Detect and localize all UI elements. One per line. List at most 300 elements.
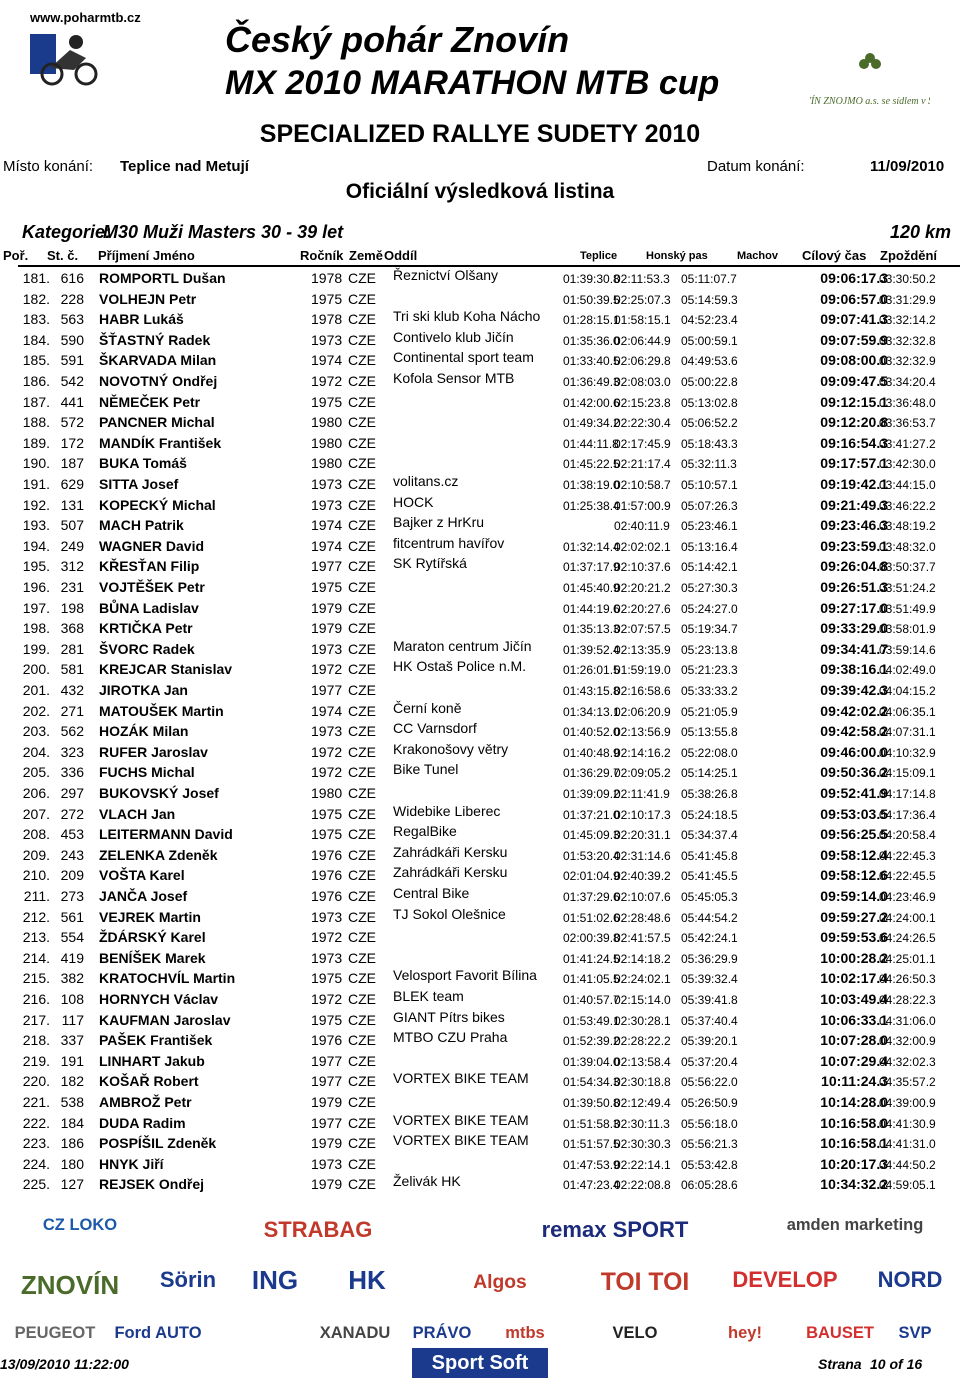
row-club: Zahrádkáři Kersku <box>393 843 508 860</box>
row-split-teplice: 01:54:34.3 <box>563 1075 620 1090</box>
row-finish-time: 09:58:12.4 <box>820 846 888 863</box>
row-country: CZE <box>348 723 376 740</box>
row-split-machov: 05:21:05.9 <box>681 704 738 719</box>
row-name: KRTIČKA Petr <box>99 620 193 637</box>
row-gap: 03:58:01.9 <box>879 622 936 637</box>
row-split-honsky-pas: 02:30:18.8 <box>614 1075 671 1090</box>
row-club: VORTEX BIKE TEAM <box>393 1132 529 1149</box>
row-finish-time: 09:59:27.2 <box>820 908 888 925</box>
table-row <box>0 370 960 394</box>
row-birth-year: 1974 <box>311 702 343 719</box>
row-position: 181. <box>22 270 50 286</box>
table-row <box>0 658 960 682</box>
row-start-number: 542 <box>60 373 84 389</box>
row-gap: 04:04:15.2 <box>879 684 936 698</box>
row-split-machov: 05:32:11.3 <box>681 457 737 472</box>
sponsor-logo: CZ LOKO <box>42 1216 118 1234</box>
row-birth-year: 1980 <box>311 414 343 431</box>
row-split-machov: 05:18:43.3 <box>681 436 738 451</box>
sponsor-logo: ZNOVÍN <box>20 1270 120 1300</box>
row-name: LINHART Jakub <box>99 1052 205 1069</box>
row-country: CZE <box>348 331 376 348</box>
row-split-machov: 05:14:59.3 <box>681 292 738 307</box>
row-finish-time: 09:07:59.9 <box>820 331 888 348</box>
row-birth-year: 1976 <box>311 1032 343 1049</box>
row-finish-time: 10:03:49.4 <box>820 991 888 1007</box>
row-country: CZE <box>348 496 376 513</box>
row-split-honsky-pas: 02:14:16.2 <box>614 745 671 760</box>
row-gap: 03:51:24.2 <box>879 581 936 595</box>
row-birth-year: 1972 <box>311 991 343 1007</box>
row-position: 209. <box>22 846 50 863</box>
row-gap: 03:59:14.6 <box>879 642 936 657</box>
row-club: Tri ski klub Koha Nácho <box>393 308 541 325</box>
row-split-honsky-pas: 02:30:30.3 <box>614 1137 671 1152</box>
row-gap: 04:59:05.1 <box>879 1178 936 1193</box>
row-name: ŠKARVADA Milan <box>99 352 217 369</box>
row-club: TJ Sokol Olešnice <box>393 905 506 922</box>
row-birth-year: 1979 <box>311 1135 343 1152</box>
row-name: DUDA Radim <box>99 1114 186 1131</box>
row-country: CZE <box>348 908 376 925</box>
row-split-honsky-pas: 02:20:21.2 <box>614 581 671 595</box>
col-header-gap: Zpoždění <box>880 248 938 263</box>
row-birth-year: 1974 <box>311 517 343 534</box>
row-split-honsky-pas: 02:40:39.2 <box>614 869 671 884</box>
venue-label: Místo konání: <box>3 158 94 175</box>
row-name: ŠVORC Radek <box>99 640 195 657</box>
row-name: BUKA Tomáš <box>99 455 187 472</box>
row-name: KAUFMAN Jaroslav <box>99 1011 231 1028</box>
sponsor-logo: hey! <box>728 1324 762 1342</box>
row-position: 195. <box>22 558 50 575</box>
row-start-number: 554 <box>60 929 84 946</box>
row-club: Widebike Liberec <box>393 802 501 819</box>
row-split-machov: 05:39:32.4 <box>681 972 738 987</box>
row-name: JANČA Josef <box>99 888 188 904</box>
row-split-teplice: 02:01:04.9 <box>563 869 620 884</box>
row-club: Želivák HK <box>393 1173 461 1190</box>
row-gap: 03:50:37.7 <box>879 560 936 575</box>
row-birth-year: 1975 <box>311 393 343 410</box>
row-split-teplice: 01:35:13.3 <box>563 622 620 637</box>
znovin-text: ÍN ZNOJMO a.s. se sídlem v <box>810 96 926 107</box>
row-split-machov: 05:38:26.8 <box>681 787 738 801</box>
row-start-number: 629 <box>60 476 84 492</box>
row-split-teplice: 01:50:39.5 <box>563 292 620 307</box>
row-finish-time: 09:59:14.0 <box>820 888 888 904</box>
row-split-machov: 05:14:42.1 <box>681 560 738 575</box>
row-name: LEITERMANN David <box>99 826 233 843</box>
row-country: CZE <box>348 682 376 698</box>
row-split-honsky-pas: 02:22:30.4 <box>614 416 671 431</box>
row-name: KREJCAR Stanislav <box>99 661 233 678</box>
sponsor-logo: NORD <box>877 1267 943 1292</box>
row-split-honsky-pas: 01:59:19.0 <box>614 663 671 678</box>
row-position: 194. <box>22 537 50 554</box>
row-gap: 04:07:31.1 <box>879 725 936 740</box>
row-birth-year: 1976 <box>311 867 343 884</box>
row-birth-year: 1973 <box>311 908 343 925</box>
table-row <box>0 1156 960 1177</box>
sponsor-logo: Sörin <box>159 1267 217 1292</box>
row-finish-time: 09:26:51.3 <box>820 579 888 595</box>
row-club: HOCK <box>393 493 434 510</box>
row-finish-time: 09:12:15.1 <box>820 393 888 410</box>
table-row <box>0 929 960 950</box>
row-position: 197. <box>22 599 50 616</box>
sportsoft-logo: Sport Soft <box>412 1348 548 1378</box>
row-birth-year: 1975 <box>311 290 343 307</box>
col-header-country: Země <box>349 248 383 263</box>
row-split-teplice: 01:37:21.0 <box>563 807 620 822</box>
row-country: CZE <box>348 1052 376 1069</box>
row-position: 189. <box>22 434 50 451</box>
row-gap: 04:41:30.9 <box>879 1116 936 1131</box>
page-number: 10 of 16 <box>870 1356 923 1372</box>
row-country: CZE <box>348 991 376 1007</box>
sponsor-logo: Algos <box>473 1272 527 1293</box>
row-split-honsky-pas: 02:13:56.9 <box>614 725 671 740</box>
row-start-number: 562 <box>60 723 84 740</box>
row-split-teplice: 01:36:29.7 <box>563 766 620 781</box>
row-finish-time: 09:46:00.0 <box>820 743 888 760</box>
row-finish-time: 10:16:58.1 <box>820 1135 888 1152</box>
row-split-honsky-pas: 02:40:11.9 <box>614 519 670 534</box>
row-split-teplice: 01:45:40.9 <box>563 581 620 595</box>
row-split-machov: 05:21:23.3 <box>681 663 738 678</box>
row-split-honsky-pas: 02:21:17.4 <box>614 457 671 472</box>
row-country: CZE <box>348 867 376 884</box>
table-row <box>0 534 960 559</box>
row-birth-year: 1977 <box>311 1114 343 1131</box>
row-split-machov: 05:13:55.8 <box>681 725 738 740</box>
row-finish-time: 10:14:28.0 <box>820 1094 888 1110</box>
row-start-number: 561 <box>60 908 84 925</box>
row-split-machov: 05:56:21.3 <box>681 1137 738 1152</box>
sponsor-logo: DEVELOP <box>732 1267 838 1292</box>
row-name: HABR Lukáš <box>99 311 184 328</box>
row-country: CZE <box>348 1073 376 1090</box>
row-split-machov: 05:24:18.5 <box>681 807 738 822</box>
row-country: CZE <box>348 290 376 307</box>
row-finish-time: 09:26:04.8 <box>820 558 888 575</box>
row-club: fitcentrum havířov <box>393 534 505 551</box>
sponsor-logo: VELO <box>612 1324 658 1342</box>
row-birth-year: 1974 <box>311 537 343 554</box>
row-birth-year: 1975 <box>311 579 343 595</box>
row-start-number: 419 <box>60 949 84 966</box>
cup-banner <box>220 16 740 102</box>
row-start-number: 432 <box>60 682 84 698</box>
row-split-machov: 05:13:16.4 <box>681 539 738 554</box>
banner-title-line2: MX 2010 MARATHON MTB cup <box>225 64 720 102</box>
row-start-number: 337 <box>60 1032 84 1049</box>
row-split-machov: 04:52:23.4 <box>681 313 738 328</box>
row-start-number: 172 <box>60 434 84 451</box>
site-url[interactable]: www.poharmtb.cz <box>30 10 141 25</box>
row-name: KRATOCHVÍL Martin <box>99 970 236 987</box>
row-gap: 04:02:49.0 <box>879 663 936 678</box>
row-name: MATOUŠEK Martin <box>99 702 224 719</box>
row-gap: 03:30:50.2 <box>879 272 936 286</box>
row-finish-time: 09:53:03.5 <box>820 805 888 822</box>
row-country: CZE <box>348 702 376 719</box>
sponsor-logo: BAUSET <box>806 1324 874 1342</box>
row-split-teplice: 01:45:09.3 <box>563 828 620 843</box>
row-split-honsky-pas: 02:15:23.8 <box>614 395 671 410</box>
row-split-machov: 05:37:20.4 <box>681 1054 738 1069</box>
row-gap: 04:44:50.2 <box>879 1157 936 1172</box>
row-birth-year: 1973 <box>311 476 343 492</box>
row-split-machov: 05:22:08.0 <box>681 745 738 760</box>
row-name: KŘESŤAN Filip <box>99 558 200 575</box>
row-split-machov: 05:23:13.8 <box>681 642 738 657</box>
row-split-machov: 05:37:40.4 <box>681 1013 738 1028</box>
row-start-number: 273 <box>60 888 84 904</box>
row-split-honsky-pas: 02:10:58.7 <box>614 478 671 492</box>
row-position: 219. <box>22 1052 50 1069</box>
row-gap: 04:24:00.1 <box>879 910 936 925</box>
row-split-machov: 05:44:54.2 <box>681 910 738 925</box>
row-split-teplice: 01:47:53.9 <box>563 1157 620 1172</box>
row-gap: 04:17:14.8 <box>879 787 936 801</box>
row-club: Continental sport team <box>393 349 534 366</box>
table-row <box>0 682 960 703</box>
row-split-honsky-pas: 02:22:14.1 <box>614 1157 671 1172</box>
row-birth-year: 1979 <box>311 620 343 637</box>
row-split-machov: 05:45:05.3 <box>681 890 738 904</box>
row-country: CZE <box>348 846 376 863</box>
row-club: Bike Tunel <box>393 761 459 778</box>
row-gap: 04:17:36.4 <box>879 807 936 822</box>
row-split-teplice: 01:40:52.0 <box>563 725 620 740</box>
row-finish-time: 10:02:17.4 <box>820 970 888 987</box>
row-position: 222. <box>22 1114 50 1131</box>
row-split-teplice: 01:41:24.5 <box>563 951 620 966</box>
row-club: volitans.cz <box>393 473 459 489</box>
row-position: 212. <box>22 908 50 925</box>
row-name: HNYK Jiří <box>99 1155 164 1172</box>
row-name: POSPÍŠIL Zdeněk <box>99 1135 217 1152</box>
row-position: 183. <box>22 311 50 328</box>
row-split-teplice: 01:25:38.4 <box>563 498 620 513</box>
table-row <box>0 435 960 456</box>
row-country: CZE <box>348 579 376 595</box>
row-birth-year: 1980 <box>311 785 343 801</box>
row-club: Kofola Sensor MTB <box>393 370 515 386</box>
sponsor-logo: PRÁVO <box>412 1324 472 1342</box>
row-country: CZE <box>348 1032 376 1049</box>
row-birth-year: 1975 <box>311 805 343 822</box>
row-start-number: 581 <box>60 661 84 678</box>
row-split-teplice: 01:49:34.2 <box>563 416 620 431</box>
row-finish-time: 09:07:41.3 <box>820 311 888 328</box>
row-position: 186. <box>22 373 50 389</box>
row-gap: 04:31:06.0 <box>879 1013 936 1028</box>
row-name: VOŠTA Karel <box>99 867 185 884</box>
table-row <box>0 1070 960 1094</box>
row-birth-year: 1973 <box>311 331 343 348</box>
row-country: CZE <box>348 311 376 328</box>
row-start-number: 198 <box>60 599 84 616</box>
row-position: 205. <box>22 764 50 781</box>
znovin-logo <box>810 46 930 116</box>
row-position: 217. <box>22 1011 50 1028</box>
row-start-number: 453 <box>60 826 84 843</box>
sponsor-logo: mtbs <box>505 1324 545 1342</box>
row-start-number: 131 <box>60 496 84 513</box>
row-split-honsky-pas: 02:28:22.2 <box>614 1034 671 1049</box>
row-split-teplice: 01:37:29.6 <box>563 890 620 904</box>
row-split-teplice: 01:39:04.0 <box>563 1054 620 1069</box>
row-country: CZE <box>348 826 376 843</box>
table-row <box>0 699 960 724</box>
printed-timestamp: 13/09/2010 11:22:00 <box>0 1356 129 1372</box>
row-position: 208. <box>22 826 50 843</box>
row-finish-time: 10:00:28.2 <box>820 949 888 966</box>
row-birth-year: 1979 <box>311 599 343 616</box>
row-start-number: 281 <box>60 640 84 657</box>
row-split-machov: 05:27:30.3 <box>681 581 738 595</box>
row-split-honsky-pas: 02:06:29.8 <box>614 354 671 369</box>
row-split-machov: 05:13:02.8 <box>681 395 738 410</box>
row-country: CZE <box>348 1011 376 1028</box>
row-position: 206. <box>22 785 50 801</box>
venue-value: Teplice nad Metují <box>120 158 249 175</box>
row-position: 225. <box>22 1176 50 1193</box>
row-split-honsky-pas: 02:30:11.3 <box>614 1116 670 1131</box>
row-gap: 03:36:53.7 <box>879 416 936 431</box>
row-club: VORTEX BIKE TEAM <box>393 1111 529 1128</box>
row-club: Velosport Favorit Bílina <box>393 967 537 984</box>
row-name: NĚMEČEK Petr <box>99 393 201 410</box>
row-finish-time: 09:52:41.9 <box>820 785 888 801</box>
row-position: 201. <box>22 682 50 698</box>
row-birth-year: 1976 <box>311 888 343 904</box>
row-birth-year: 1977 <box>311 558 343 575</box>
row-split-machov: 05:41:45.5 <box>681 869 738 884</box>
row-gap: 04:39:00.9 <box>879 1096 936 1110</box>
row-gap: 04:15:09.1 <box>879 766 936 781</box>
row-finish-time: 09:58:12.6 <box>820 867 888 884</box>
row-position: 199. <box>22 640 50 657</box>
row-split-machov: 05:36:29.9 <box>681 951 738 966</box>
row-split-honsky-pas: 02:10:37.6 <box>614 560 671 575</box>
row-finish-time: 09:21:49.3 <box>820 496 888 513</box>
event-title: SPECIALIZED RALLYE SUDETY 2010 <box>259 120 701 148</box>
row-name: ŠŤASTNÝ Radek <box>99 331 211 348</box>
row-split-teplice: 01:38:19.0 <box>563 478 620 492</box>
row-birth-year: 1975 <box>311 970 343 987</box>
row-finish-time: 09:42:58.2 <box>820 723 888 740</box>
row-position: 185. <box>22 352 50 369</box>
row-club: Bajker z HrKru <box>393 514 485 531</box>
row-gap: 04:20:58.4 <box>879 828 936 843</box>
row-split-honsky-pas: 02:06:20.9 <box>614 704 671 719</box>
row-split-machov: 05:10:57.1 <box>681 478 738 492</box>
row-split-machov: 05:11:07.7 <box>681 272 737 286</box>
row-name: JIROTKA Jan <box>99 682 188 698</box>
col-header-finish: Cílový čas <box>802 248 867 263</box>
col-header-year: Ročník <box>300 248 344 263</box>
row-position: 210. <box>22 867 50 884</box>
row-finish-time: 10:16:58.0 <box>820 1114 888 1131</box>
row-finish-time: 10:11:24.3 <box>821 1073 888 1090</box>
row-finish-time: 09:06:17.3 <box>820 270 888 286</box>
row-country: CZE <box>348 414 376 431</box>
row-gap: 04:06:35.1 <box>879 704 936 719</box>
row-split-machov: 05:24:27.0 <box>681 601 738 616</box>
row-split-machov: 04:49:53.6 <box>681 354 738 369</box>
row-name: ROMPORTL Dušan <box>99 270 226 286</box>
table-row <box>0 579 960 600</box>
row-country: CZE <box>348 764 376 781</box>
row-split-honsky-pas: 02:20:27.6 <box>614 601 671 616</box>
row-start-number: 563 <box>60 311 84 328</box>
row-name: RUFER Jaroslav <box>99 743 208 760</box>
row-split-honsky-pas: 02:16:58.6 <box>614 684 671 698</box>
row-name: MACH Patrik <box>99 517 184 534</box>
row-split-honsky-pas: 02:25:07.3 <box>614 292 671 307</box>
row-split-teplice: 01:40:48.9 <box>563 745 620 760</box>
row-club: GIANT Pítrs bikes <box>393 1008 505 1025</box>
row-split-honsky-pas: 02:11:53.3 <box>614 272 670 286</box>
row-country: CZE <box>348 517 376 534</box>
row-club: Contivelo klub Jičín <box>393 328 514 345</box>
row-position: 211. <box>23 888 50 904</box>
banner-title-line1: Český pohár Znovín <box>225 19 570 60</box>
row-split-teplice: 01:39:09.2 <box>563 787 620 801</box>
row-start-number: 368 <box>60 620 84 637</box>
row-position: 192. <box>22 496 50 513</box>
row-start-number: 272 <box>60 805 84 822</box>
row-split-teplice: 01:45:22.5 <box>563 457 620 472</box>
row-split-teplice: 01:40:57.7 <box>563 993 620 1007</box>
row-position: 218. <box>22 1032 50 1049</box>
row-split-machov: 05:26:50.9 <box>681 1096 738 1110</box>
row-club: Maraton centrum Jičín <box>393 637 532 654</box>
row-name: PAŠEK František <box>99 1032 213 1049</box>
row-club: CC Varnsdorf <box>393 720 477 737</box>
row-country: CZE <box>348 599 376 616</box>
row-gap: 03:42:30.0 <box>879 457 936 472</box>
row-club: Central Bike <box>393 885 470 901</box>
row-position: 220. <box>22 1073 50 1090</box>
col-header-num: St. č. <box>47 248 79 263</box>
row-split-teplice: 01:35:36.0 <box>563 333 620 348</box>
category-value: M30 Muži Masters 30 - 39 let <box>103 222 344 242</box>
row-start-number: 228 <box>60 290 84 307</box>
row-split-teplice: 01:41:05.5 <box>563 972 620 987</box>
table-row <box>0 455 960 476</box>
row-finish-time: 09:23:59.1 <box>820 537 888 554</box>
col-header-club: Oddíl <box>384 248 418 263</box>
row-gap: 03:41:27.2 <box>879 436 936 451</box>
row-birth-year: 1972 <box>311 929 343 946</box>
row-gap: 04:25:01.1 <box>879 951 936 966</box>
row-position: 184. <box>22 331 50 348</box>
row-name: BŮNA Ladislav <box>99 599 199 616</box>
row-position: 213. <box>22 929 50 946</box>
distance: 120 km <box>890 222 952 242</box>
row-start-number: 271 <box>60 702 84 719</box>
row-split-teplice: 01:43:15.8 <box>563 684 620 698</box>
row-position: 191. <box>22 476 50 492</box>
row-club: Černí koně <box>393 699 462 716</box>
row-split-machov: 05:00:59.1 <box>681 333 738 348</box>
row-split-teplice: 01:51:57.5 <box>563 1137 620 1152</box>
